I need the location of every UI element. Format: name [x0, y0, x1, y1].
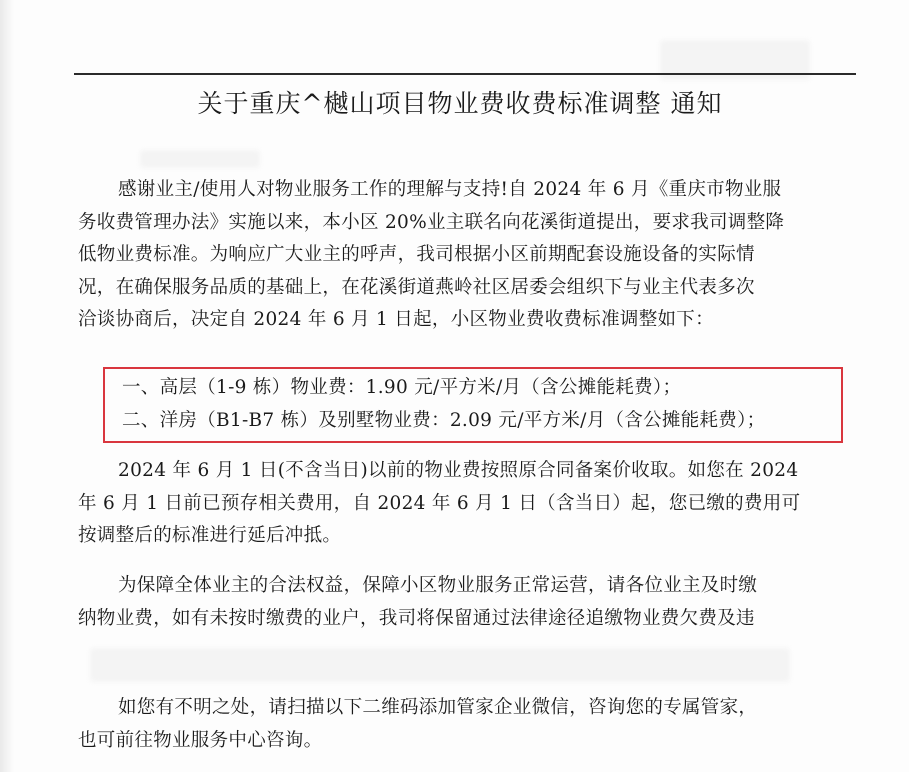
- text-line: 低物业费标准。为响应广大业主的呼声，我司根据小区前期配套设施设备的实际情: [78, 244, 755, 266]
- fee-item-highrise: 一、高层（1-9 栋）物业费：1.90 元/平方米/月（含公摊能耗费）；: [122, 377, 682, 398]
- text-line: 如您有不明之处，请扫描以下二维码添加管家企业微信，咨询您的专属管家，: [118, 697, 758, 718]
- text-line: 纳物业费，如有未按时缴费的业户，我司将保留通过法律途径追缴物业费欠费及违: [78, 607, 755, 629]
- scan-smudge: [140, 150, 260, 168]
- fee-items: [122, 371, 842, 437]
- text-line: 务收费管理办法》实施以来，本小区 20%业主联名向花溪街道提出，要求我司调整降: [78, 211, 785, 233]
- header-rule: [74, 73, 856, 75]
- text-line: 感谢业主/使用人对物业服务工作的理解与支持!自 2024 年 6 月《重庆市物业服: [118, 179, 782, 200]
- notice-title: 关于重庆^樾山项目物业费收费标准调整 通知: [197, 89, 723, 118]
- text-line: 2024 年 6 月 1 日(不含当日)以前的物业费按照原合同备案价收取。如您在 2024: [118, 460, 799, 481]
- scan-smudge: [90, 648, 790, 682]
- text-line: 按调整后的标准进行延后冲抵。: [78, 525, 342, 547]
- text-line: 也可前往物业服务中心咨询。: [78, 729, 323, 751]
- fee-item-villa: 二、洋房（B1-B7 栋）及别墅物业费：2.09 元/平方米/月（含公摊能耗费）；: [122, 410, 766, 431]
- intro-paragraph: [78, 174, 856, 337]
- page-shadow-edge: [0, 0, 14, 772]
- prepayment-paragraph: [78, 455, 856, 553]
- payment-reminder-paragraph: [78, 570, 856, 635]
- text-line: 洽谈协商后，决定自 2024 年 6 月 1 日起，小区物业费收费标准调整如下：: [78, 309, 714, 331]
- text-line: 为保障全体业主的合法权益，保障小区物业服务正常运营，请各位业主及时缴: [118, 575, 758, 596]
- contact-paragraph: [78, 692, 856, 757]
- text-line: 年 6 月 1 日前已预存相关费用，自 2024 年 6 月 1 日（含当日）起，您已缴的费用可: [78, 492, 801, 514]
- text-line: 况，在确保服务品质的基础上，在花溪街道燕岭社区居委会组织下与业主代表多次: [78, 276, 755, 298]
